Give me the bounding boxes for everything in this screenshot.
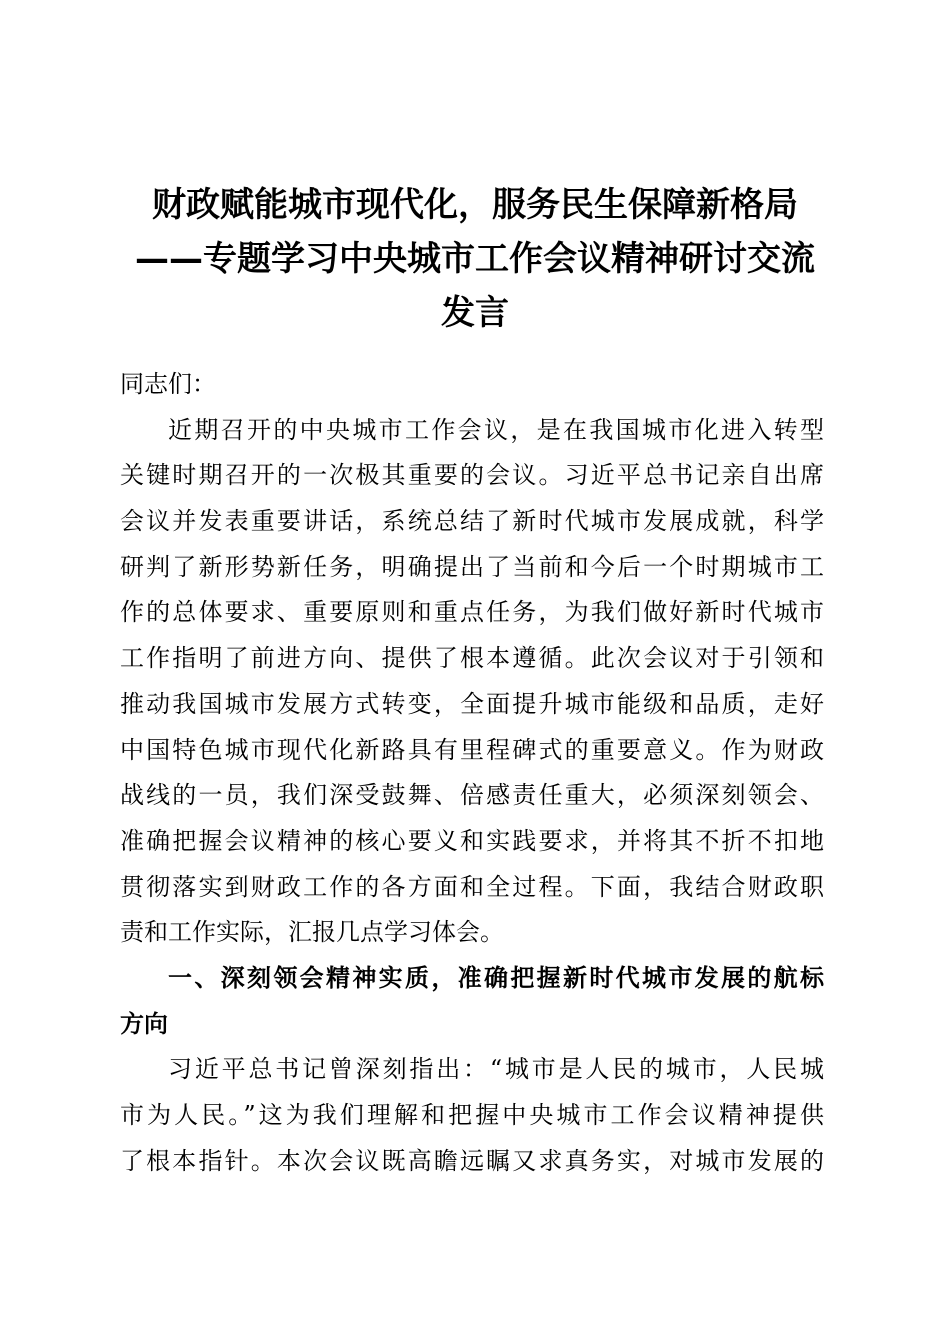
title-line-2: ——专题学习中央城市工作会议精神研讨交流 xyxy=(135,239,815,279)
heading-line: 方向 xyxy=(120,1009,168,1038)
paragraph-line: 责和工作实际，汇报几点学习体会。 xyxy=(120,918,504,947)
salutation: 同志们： xyxy=(120,370,216,398)
paragraph-1 xyxy=(120,408,824,956)
document-body xyxy=(120,362,824,1184)
paragraph-line: 战线的一员，我们深受鼓舞、倍感责任重大，必须深刻领会、 xyxy=(120,781,824,810)
paragraph-line: 市为人民。”这为我们理解和把握中央城市工作会议精神提供 xyxy=(120,1101,824,1129)
paragraph-line: 关键时期召开的一次极其重要的会议。习近平总书记亲自出席 xyxy=(120,461,824,490)
paragraph-line: 推动我国城市发展方式转变，全面提升城市能级和品质，走好 xyxy=(120,689,824,718)
paragraph-line: 习近平总书记曾深刻指出：“城市是人民的城市，人民城 xyxy=(168,1055,824,1084)
paragraph-line: 工作指明了前进方向、提供了根本遵循。此次会议对于引领和 xyxy=(120,644,824,673)
paragraph-line: 会议并发表重要讲话，系统总结了新时代城市发展成就，科学 xyxy=(120,507,824,536)
title-line-1: 财政赋能城市现代化，服务民生保障新格局 xyxy=(152,185,798,225)
paragraph-line: 作的总体要求、重要原则和重点任务，为我们做好新时代城市 xyxy=(120,598,824,627)
paragraph-line: 研判了新形势新任务，明确提出了当前和今后一个时期城市工 xyxy=(120,552,824,581)
section-heading-1 xyxy=(120,956,824,1047)
document-title xyxy=(100,178,850,340)
paragraph-line: 中国特色城市现代化新路具有里程碑式的重要意义。作为财政 xyxy=(120,735,824,764)
paragraph-2 xyxy=(120,1047,824,1184)
paragraph-line: 贯彻落实到财政工作的各方面和全过程。下面，我结合财政职 xyxy=(120,872,824,901)
paragraph-line: 准确把握会议精神的核心要义和实践要求，并将其不折不扣地 xyxy=(120,826,824,855)
heading-line: 一、深刻领会精神实质，准确把握新时代城市发展的航标 xyxy=(168,963,824,992)
title-line-3: 发言 xyxy=(441,293,509,333)
paragraph-line: 近期召开的中央城市工作会议，是在我国城市化进入转型 xyxy=(168,415,824,444)
paragraph-line: 了根本指针。本次会议既高瞻远瞩又求真务实，对城市发展的 xyxy=(120,1146,824,1175)
